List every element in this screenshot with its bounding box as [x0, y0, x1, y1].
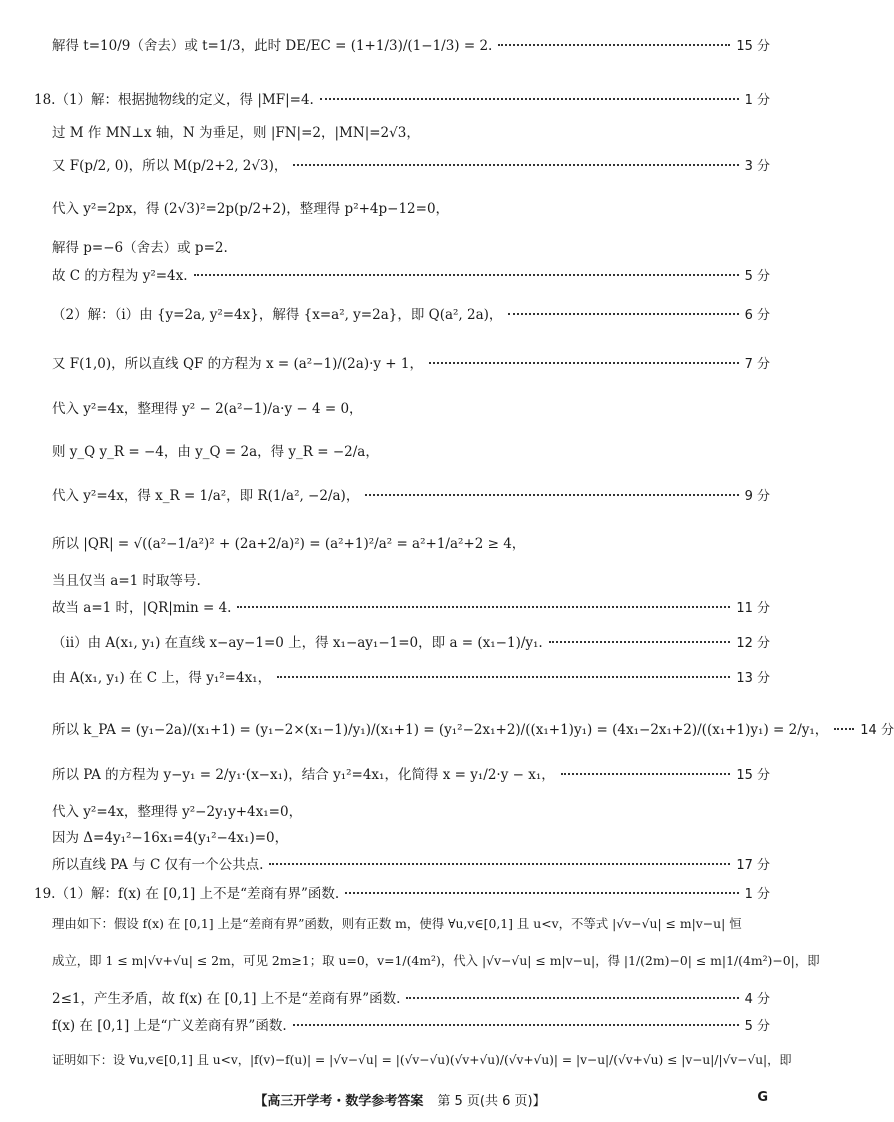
line-17: 由 A(x₁, y₁) 在 C 上，得 y₁²=4x₁， 13 分: [52, 670, 770, 686]
line-24: 理由如下：假设 f(x) 在 [0,1] 上是“差商有界”函数，则有正数 m，使得 ∀u,v∈[0,1] 且 u<v，不等式 |√v−√u| ≤ m|v−u| 恒: [52, 916, 742, 931]
line-20: 代入 y²=4x，整理得 y²−2y₁y+4x₁=0，: [52, 804, 303, 820]
line-18: 所以 k_PA = (y₁−2a)/(x₁+1) = (y₁−2×(x₁−1)/y₁)/(x₁+1) = (y₁²−2x₁+2)/((x₁+1)y₁) = (4x₁−2x₁+2)/((x₁+1)y₁) = 2/y₁， 14 分: [52, 722, 894, 738]
line-25: 成立，即 1 ≤ m|√v+√u| ≤ 2m，可见 2m≥1；取 u=0，v=1/(4m²)，代入 |√v−√u| ≤ m|v−u|，得 |1/(2m)−0| ≤ m|1/(4m²)−0|，即: [52, 953, 820, 968]
line-6: 解得 p=−6（舍去）或 p=2.: [52, 240, 228, 256]
line-14: 当且仅当 a=1 时取等号.: [52, 573, 201, 589]
line-9: 又 F(1,0)，所以直线 QF 的方程为 x = (a²−1)/(2a)·y + 1， 7 分: [52, 356, 770, 372]
line-8: （2）解：（i）由 {y=2a, y²=4x}，解得 {x=a², y=2a}，即 Q(a², 2a)， 6 分: [52, 307, 770, 323]
line-3: 过 M 作 MN⊥x 轴，N 为垂足，则 |FN|=2，|MN|=2√3，: [52, 125, 420, 141]
line-15: 故当 a=1 时，|QR|min = 4. 11 分: [52, 600, 770, 616]
line-12: 代入 y²=4x，得 x_R = 1/a²，即 R(1/a², −2/a)， 9 分: [52, 488, 770, 504]
line-16: （ii）由 A(x₁, y₁) 在直线 x−ay−1=0 上，得 x₁−ay₁−1=0，即 a = (x₁−1)/y₁. 12 分: [52, 635, 770, 651]
line-13: 所以 |QR| = √((a²−1/a²)² + (2a+2/a)²) = (a²+1)²/a² = a²+1/a²+2 ≥ 4，: [52, 536, 526, 552]
line-10: 代入 y²=4x，整理得 y² − 2(a²−1)/a·y − 4 = 0，: [52, 401, 363, 417]
line-23: 19.（1）解：f(x) 在 [0,1] 上不是“差商有界”函数. 1 分: [34, 886, 770, 902]
line-1: 解得 t=10/9（舍去）或 t=1/3，此时 DE/EC = (1+1/3)/(1−1/3) = 2. 15 分: [52, 38, 770, 54]
line-21: 因为 Δ=4y₁²−16x₁=4(y₁²−4x₁)=0，: [52, 830, 289, 846]
footer-code: G: [757, 1090, 768, 1105]
page-footer: [0, 1090, 800, 1109]
line-26: 2≤1，产生矛盾，故 f(x) 在 [0,1] 上不是“差商有界”函数. 4 分: [52, 991, 770, 1007]
footer-page-number: 第 5 页(共 6 页)】: [437, 1094, 546, 1109]
line-2: 18.（1）解：根据抛物线的定义，得 |MF|=4. 1 分: [34, 92, 770, 108]
footer-title: 【高三开学考・数学参考答案: [254, 1094, 424, 1109]
line-22: 所以直线 PA 与 C 仅有一个公共点. 17 分: [52, 857, 770, 873]
line-19: 所以 PA 的方程为 y−y₁ = 2/y₁·(x−x₁)，结合 y₁²=4x₁，化简得 x = y₁/2·y − x₁， 15 分: [52, 767, 770, 783]
line-4: 又 F(p/2, 0)，所以 M(p/2+2, 2√3)， 3 分: [52, 158, 770, 174]
line-5: 代入 y²=2px，得 (2√3)²=2p(p/2+2)，整理得 p²+4p−12=0，: [52, 201, 450, 217]
line-28: 证明如下：设 ∀u,v∈[0,1] 且 u<v，|f(v)−f(u)| = |√v−√u| = |(√v−√u)(√v+√u)/(√v+√u)| = |v−u|/(√v+√u) ≤ |v−u|/|√v−√u|，即: [52, 1053, 792, 1067]
line-27: f(x) 在 [0,1] 上是“广义差商有界”函数. 5 分: [52, 1018, 770, 1034]
line-7: 故 C 的方程为 y²=4x. 5 分: [52, 268, 770, 284]
line-11: 则 y_Q y_R = −4，由 y_Q = 2a，得 y_R = −2/a，: [52, 444, 379, 460]
